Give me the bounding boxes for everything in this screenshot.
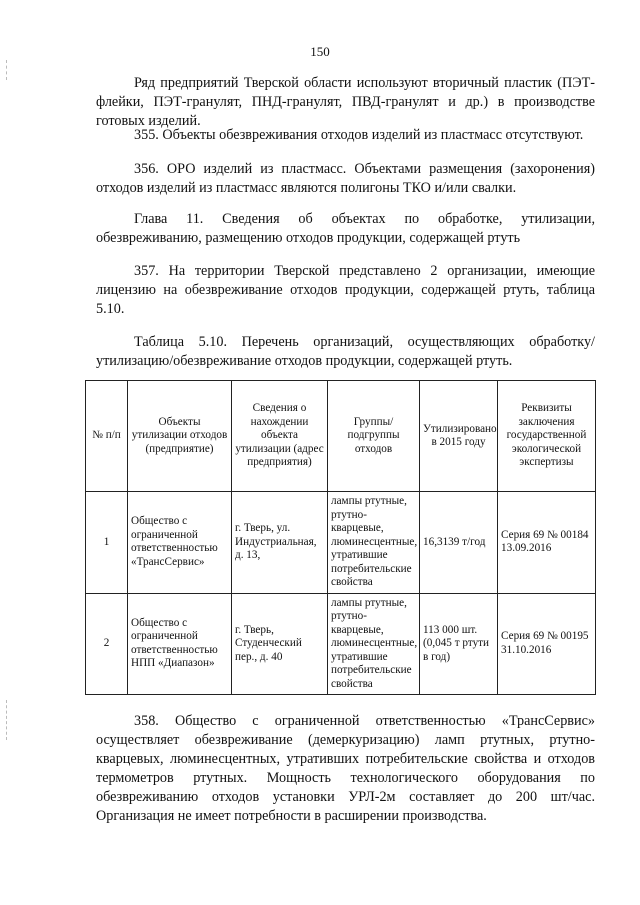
paragraph-recycled-plastic: Ряд предприятий Тверской области используют вторичный пластик (ПЭТ-флейки, ПЭТ-гранулят, ПНД-гранулят, ПВД-гранулят и др.) в производстве готовых изделий. [96, 75, 595, 129]
cell-groups: лампы ртутные, ртутно-кварцевые, люминесцентные, утратившие потребительские свойства [328, 593, 420, 695]
header-utilized: Утилизировано в 2015 году [420, 381, 498, 492]
margin-mark [6, 700, 8, 740]
cell-num: 2 [86, 593, 128, 695]
cell-utilized: 16,3139 т/год [420, 492, 498, 594]
page-number: 150 [310, 44, 330, 59]
cell-expertise: Серия 69 № 00195 31.10.2016 [498, 593, 596, 695]
cell-groups: лампы ртутные, ртутно-кварцевые, люминесцентные, утратившие потребительские свойства [328, 492, 420, 594]
cell-object: Общество с ограниченной ответственностью НПП «Диапазон» [128, 593, 232, 695]
cell-expertise: Серия 69 № 00184 13.09.2016 [498, 492, 596, 594]
paragraph-356: 356. ОРО изделий из пластмасс. Объектами размещения (захоронения) отходов изделий из пластмасс являются полигоны ТКО и/или свалки. [96, 161, 595, 196]
table-header-row [86, 381, 596, 492]
paragraph-355: 355. Объекты обезвреживания отходов изделий из пластмасс отсутствуют. [134, 127, 584, 143]
header-num: № п/п [86, 381, 128, 492]
header-object: Объекты утилизации отходов (предприятие) [128, 381, 232, 492]
table-caption: Таблица 5.10. Перечень организаций, осуществляющих обработку/утилизацию/обезвреживание отходов продукции, содержащей ртуть. [96, 334, 595, 369]
chapter-heading: Глава 11. Сведения об объектах по обработке, утилизации, обезвреживанию, размещению отходов продукции, содержащей ртуть [96, 211, 595, 246]
paragraph-358: 358. Общество с ограниченной ответственностью «ТрансСервис» осуществляет обезвреживание (демеркуризацию) ламп ртутных, ртутно-кварцевых, люминесцентных, утративших потребительские свойства и отходов термометров ртутных. Мощность технологического оборудования по обезвреживанию отходов установки УРЛ-2м составляет до 200 шт/час. Организация не имеет потребности в расширении производства. [96, 713, 595, 824]
cell-object: Общество с ограниченной ответственностью «ТрансСервис» [128, 492, 232, 594]
cell-location: г. Тверь, ул. Индустриальная, д. 13, [232, 492, 328, 594]
cell-num: 1 [86, 492, 128, 594]
header-location: Сведения о нахождении объекта утилизации (адрес предприятия) [232, 381, 328, 492]
margin-mark [6, 60, 8, 80]
cell-utilized: 113 000 шт. (0,045 т ртути в год) [420, 593, 498, 695]
table-row [86, 492, 596, 594]
header-groups: Группы/подгруппы отходов [328, 381, 420, 492]
header-expertise: Реквизиты заключения государственной экологической экспертизы [498, 381, 596, 492]
paragraph-357: 357. На территории Тверской представлено 2 организации, имеющие лицензию на обезвреживание отходов продукции, содержащей ртуть, таблица 5.10. [96, 263, 595, 317]
table-row [86, 593, 596, 695]
cell-location: г. Тверь, Студенческий пер., д. 40 [232, 593, 328, 695]
mercury-waste-table [85, 380, 596, 695]
